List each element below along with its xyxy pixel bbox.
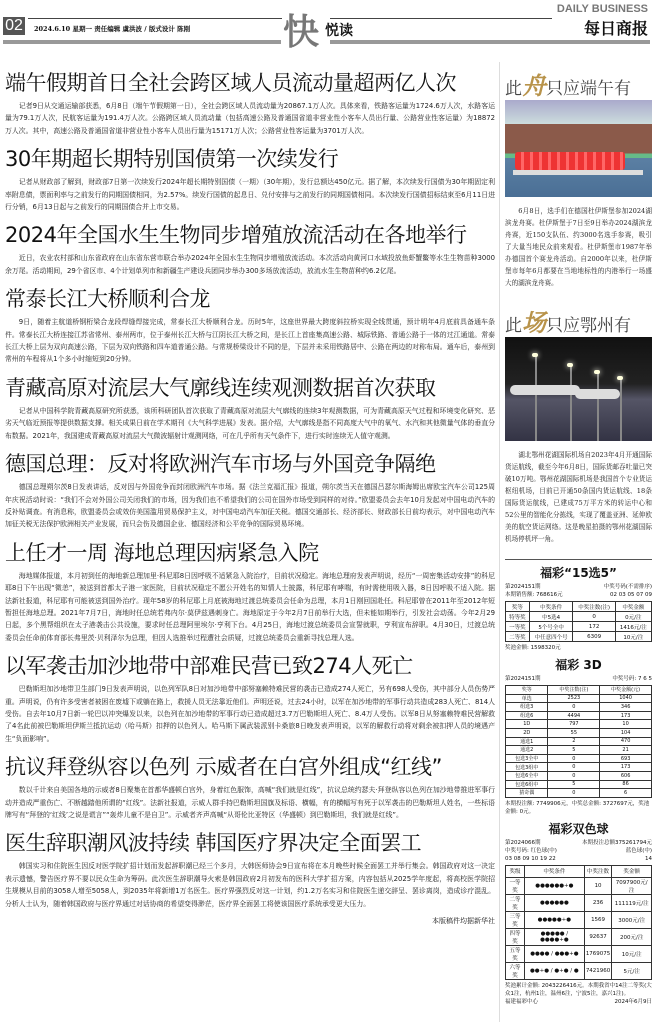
numbers-label: 中奖号码(不需排序)	[603, 584, 652, 590]
table-cell: 1569	[584, 911, 612, 928]
table-row	[506, 612, 652, 622]
news-column	[5, 62, 495, 926]
section-logo: 快	[283, 11, 318, 53]
table-row	[506, 728, 652, 737]
table-row	[506, 780, 652, 789]
article-body: 数以千计来自美国各地的示威者8日聚集在首都华盛顿白宫外，身着红色服饰，高喊“我们就是红线”，抗议总统约瑟夫·拜登纵容以色列在加沙地带推进军事行动并造成严重伤亡、不断越踏他所谓的“红线”。法新社报道，示威人群手持巴勒斯坦国旗及标语、横幅，有的横幅写有死于以军袭击的巴勒斯坦人姓名，一些标语牌写有“拜登的‘红线’之说是谎言”“轰炸儿童不是自卫”。示威者齐声高喊“从哥伦比亚特区（华盛顿）到巴勒斯坦，我们就是红线”。	[5, 786, 495, 819]
table-row	[506, 945, 652, 962]
headline: 常泰长江大桥顺利合龙	[5, 287, 210, 312]
table-cell: 2523	[548, 694, 600, 703]
table-row	[506, 962, 652, 979]
column-header: 中奖注数(注)	[573, 602, 615, 612]
winning-numbers: 02 03 05 07 09	[610, 592, 652, 598]
table-cell: 606	[600, 771, 652, 780]
table-cell: 111119元/注	[612, 894, 652, 911]
headline: 2024年全国水生生物同步增殖放流活动在各地举行	[5, 223, 467, 248]
table-cell: 6	[600, 789, 652, 798]
table-cell: 组选6	[506, 711, 548, 720]
table-row	[506, 622, 652, 632]
table-row	[506, 720, 652, 729]
table-cell: 7097900元/注	[612, 877, 652, 894]
column-header: 中奖注数	[584, 865, 612, 877]
column-header: 中奖注数(注)	[548, 686, 600, 695]
headline: 30年期超长期特别国债第一次续发行	[5, 147, 339, 172]
table-cell: 单选	[506, 694, 548, 703]
table-cell: 猜奇偶	[506, 789, 548, 798]
table-cell: 3000元/注	[612, 911, 652, 928]
table-cell: 797	[548, 720, 600, 729]
table-cell: 三等奖	[506, 911, 525, 928]
table-row	[506, 928, 652, 945]
column-header: 奖金额	[612, 865, 652, 877]
table-cell: 六等奖	[506, 962, 525, 979]
table-cell: 6309	[573, 632, 615, 642]
table-cell: 21	[600, 746, 652, 755]
table-cell: 中任意四个号	[529, 632, 573, 642]
article-body: 记者9日从交通运输部获悉，6月8日（端午节假期第一日），全社会跨区域人员流动量为20867.1万人次。具体来看，铁路客运量为1724.6万人次，水路客运量为79.1万人次，民航客运量为191.4万人次。公路跨区域人员流动量（包括高速公路及普通国省道非营业性小客车人员出行量、公路营业性客运量）为18872万人次。其中，高速公路及普通国省道非营业性小客车人员出行量为15171万人次；公路营业性客运量为3701万人次。	[5, 102, 495, 135]
table-row	[506, 894, 652, 911]
date: 2024年6月9日	[614, 998, 652, 1005]
table-cell: ●●●●●●+●	[524, 877, 584, 894]
lottery-ssq	[505, 820, 652, 1006]
column-divider	[499, 62, 500, 1022]
table-cell: 中5选4	[529, 612, 573, 622]
table-cell: 包选6组中	[506, 780, 548, 789]
table-cell: 172	[573, 622, 615, 632]
note: 奖池累计金额: 2043226416元。本期我省中14注二等奖(大众1注，杭州1注，温州6注，宁波5注，嘉兴1注)。	[505, 982, 652, 997]
table-row	[506, 789, 652, 798]
table-cell: 1416元/注	[615, 622, 651, 632]
table-row	[506, 763, 652, 772]
table-cell: ●●●●●+●	[524, 911, 584, 928]
red-label: 中奖号码: 红色球(中)	[505, 847, 557, 854]
table-row	[506, 694, 652, 703]
issue: 第2024151期	[505, 584, 541, 590]
table-cell: 693	[600, 754, 652, 763]
article	[5, 537, 495, 644]
section-name: 悦读	[325, 23, 353, 39]
table-cell: 104	[600, 728, 652, 737]
table-cell: 5元/注	[612, 962, 652, 979]
table-cell: 470	[600, 737, 652, 746]
article	[5, 448, 495, 531]
table-cell: 236	[584, 894, 612, 911]
table-cell: ●●●● / ●●●+●	[524, 945, 584, 962]
article	[5, 827, 495, 910]
note: 本期投注额: 7749906元，中奖总金额: 3727697元，奖池金额: 0元。	[505, 800, 650, 815]
table-cell: 5个号全中	[529, 622, 573, 632]
table-cell: 173	[600, 711, 652, 720]
table-cell: 5	[548, 780, 600, 789]
table-cell: 0	[548, 771, 600, 780]
table-cell: 173	[600, 763, 652, 772]
article-body: 海地媒体报道，本月初到任的海地新总理加里·科尼耶8日因呼吸不适紧急入院治疗，目前状况稳定。海地总理府发表声明说，经历“一周密集活动安排”的科尼耶8日下午出现“微恙”，被送到首都太子港一家医院，目前状况稳定不愿公开姓名的知情人士披露，科尼耶有哮喘，有时需使用吸入器，8日因呼吸不适入院。据法新社报道，科尼耶有可能被送到国外治疗。现年58岁的科尼耶上月底被海地过渡总统委员会任命为总理，本月1日刚回国赴任。科尼耶曾在2011年至2012年短暂担任海地总理。2021年7月7日，海地时任总统若弗内尔·莫伊兹遇刺身亡。海地原定于今年2月7日前举行大选，但未能如期举行，引发社会动荡。今年2月29日起，多个黑帮组织在太子港袭击公共设施，要求时任总理阿里埃尔·亨利下台。4月25日，海地过渡总统委员会宣誓就职，亨利宣布辞职。4月30日，过渡总统委员会任命前体育部长弗里茨·贝利泽尔为总理，但因人选推举过程遭社会质疑，过渡总统委员会重新寻找总理人选。	[5, 571, 495, 642]
table-row	[506, 632, 652, 642]
lottery-3d	[505, 656, 652, 816]
article-body: 近日，农业农村部和山东省政府在山东省东营市联合举办2024年全国水生生物同步增殖放流活动。本次活动向黄河口水域投放鱼虾蟹鳖等水生生物苗种3000余万尾。活动期间，29个省区市、4个计划单列市和新疆生产建设兵团同步举办300多场放流活动，放流水生生物苗种约6.2亿尾。	[5, 254, 495, 275]
table-row	[506, 703, 652, 712]
table-cell: 二等奖	[506, 632, 530, 642]
dragon-boat-photo	[505, 100, 652, 197]
headline: 以军袭击加沙地带中部难民营已致274人死亡	[5, 654, 413, 679]
table-cell: 4494	[548, 711, 600, 720]
headline: 端午假期首日全社会跨区域人员流动量超两亿人次	[5, 71, 456, 95]
column-header: 奖等	[506, 602, 530, 612]
table-cell: 2D	[506, 728, 548, 737]
table-cell: ●●●●● / ●●●●+●	[524, 928, 584, 945]
sidebar-column	[505, 66, 652, 1006]
table-cell: ●●●●●●	[524, 894, 584, 911]
divider	[330, 40, 650, 44]
headline: 上任才一周 海地总理因病紧急入院	[5, 540, 319, 565]
table-row	[506, 711, 652, 720]
table-cell: 一等奖	[506, 877, 525, 894]
table-cell: 四等奖	[506, 928, 525, 945]
table-cell: 五等奖	[506, 945, 525, 962]
table-row	[506, 771, 652, 780]
article-body: 9日，随着主航道桥钢桁梁合龙段焊缝焊接完成，常泰长江大桥顺利合龙。历时5年，这座世界最大跨度斜拉桥实现全线贯通，预计明年4月底前具备通车条件。常泰长江大桥连接江苏省常州、泰州两市，位于泰州长江大桥与江阴长江大桥之间，是长江上首座集高速公路、城际铁路、普通公路于一体的过江通道。常泰长江大桥上层为双向高速公路，下层为双向铁路和四车道普通公路。与常规桥梁设计不同的是，下层并未采用铁路居中、公路在两边的对称布局。通车后，泰州到常州的车程将从1个多小时缩短到20分钟。	[5, 318, 495, 364]
lottery-title: 福彩 3D	[555, 658, 602, 672]
table-row	[506, 877, 652, 894]
table-cell: 10元/注	[612, 945, 652, 962]
table-cell: 通选1	[506, 737, 548, 746]
table-cell: 1040	[600, 694, 652, 703]
paper-english-name: DAILY BUSINESS	[556, 3, 648, 15]
table-cell: 1D	[506, 720, 548, 729]
table-row	[506, 911, 652, 928]
table-cell: 0	[548, 763, 600, 772]
table-cell: 特等奖	[506, 612, 530, 622]
column-header: 中奖条件	[529, 602, 573, 612]
table-row	[506, 746, 652, 755]
divider	[330, 18, 552, 19]
prize-table	[505, 865, 652, 980]
table-cell: 0	[573, 612, 615, 622]
red-numbers: 03 08 09 10 19 22	[505, 855, 556, 862]
column-header: 奖等	[506, 686, 548, 695]
lottery-title: 福彩“15选5”	[540, 566, 617, 580]
issue: 第2024151期	[505, 676, 541, 682]
article-body: 记者从中国科学院青藏高原研究所获悉，该所科研团队首次获取了青藏高原对流层大气廓线的连续3年观测数据，可为青藏高原天气过程和环境变化研究、恶劣天气临近预报等提供数据支撑。相关成果日前在学术期刊《大气科学进展》发表。据介绍，大气廓线是指不同高度大气中的氧气、水汽和其他微量气体的垂直分布数据。2021年，我国建成青藏高原对流层大气微波辐射计观测网络，可在几乎所有天气条件下，进行实时连续无人值守观测。	[5, 406, 495, 440]
page-number: 02	[3, 17, 25, 35]
table-cell: 0	[548, 703, 600, 712]
table-cell: 0元/注	[615, 612, 651, 622]
table-cell: 二等奖	[506, 894, 525, 911]
sales: 本期销售额: 768616元	[505, 592, 563, 598]
paper-name: 每日商报	[583, 19, 648, 38]
table-cell: 346	[600, 703, 652, 712]
article	[5, 143, 495, 213]
lottery-15x5	[505, 564, 652, 652]
pool: 奖池金额: 1598320元	[505, 645, 561, 651]
table-cell: 5	[548, 746, 600, 755]
article	[5, 372, 495, 442]
article	[5, 650, 495, 745]
table-cell: 包选6全中	[506, 771, 548, 780]
table-cell: 一等奖	[506, 622, 530, 632]
photo-title: 此舟只应端午有	[505, 71, 631, 100]
masthead	[0, 0, 652, 56]
divider	[505, 559, 652, 560]
article	[5, 751, 495, 821]
column-header: 中奖金额(元)	[600, 686, 652, 695]
table-row	[506, 737, 652, 746]
winning-numbers: 7 6 5	[638, 676, 652, 682]
table-cell: 2	[548, 737, 600, 746]
article	[5, 67, 495, 137]
photo-title: 此场只应鄂州有	[505, 308, 631, 337]
headline: 医生辞职潮风波持续 韩国医疗界决定全面罢工	[5, 831, 422, 856]
blue-label: 蓝色球(中)	[625, 847, 652, 854]
article-body: 记者从财政部了解到，财政部7日第一次续发行2024年超长期特别国债（一期）（30年期），发行总额达450亿元。据了解，本次续发行国债为30年期固定利率附息债，票面利率与之前发行的同期国债相同，为2.57%。续发行国债的起息日、兑付安排与之前发行的同期国债相同。本次续发行国债招标结束至6月11日进行分销，6月13日起与之前发行的同期国债合并上市交易。	[5, 178, 495, 212]
table-cell: 10	[600, 720, 652, 729]
column-header: 中奖金额	[615, 602, 651, 612]
headline: 青藏高原对流层大气廓线连续观测数据首次获取	[5, 375, 436, 400]
headline: 抗议拜登纵容以色列 示威者在白宫外组成“红线”	[5, 755, 442, 780]
table-cell: ●●+● / ●+● / ●	[524, 962, 584, 979]
issue: 第2024066期	[505, 839, 541, 846]
sales: 本期投注总额375261794元	[582, 839, 652, 846]
table-cell: 0	[548, 789, 600, 798]
prize-table	[505, 601, 652, 642]
divider	[3, 40, 281, 44]
prize-table	[505, 685, 652, 798]
table-cell: 10	[584, 877, 612, 894]
lottery-title: 福彩双色球	[548, 821, 609, 836]
table-cell: 包选3组中	[506, 763, 548, 772]
article	[5, 219, 495, 277]
table-cell: 通选2	[506, 746, 548, 755]
source-credit: 本版稿件均据新华社	[432, 917, 495, 926]
photo-caption: 6月8日，选手们在德国杜伊斯堡参加2024湖滨龙舟赛。杜伊斯堡于7日至9日举办2024湖滨龙舟赛，近150支队伍、约3000名选手参赛，吸引了大量当地民众前来观看。杜伊斯堡市1987年举办德国首个赛龙舟活动。自2000年以来，杜伊斯堡市每年6月都要在当地地标性的内港举行一场盛大的湖滨龙舟赛。	[505, 207, 652, 287]
table-cell: 包选3全中	[506, 754, 548, 763]
blue-number: 14	[645, 855, 652, 862]
table-row	[506, 754, 652, 763]
table-cell: 86	[600, 780, 652, 789]
article-body: 韩国实习和住院医生因反对医学院扩招计划而发起辞职潮已经三个多月，大韩医师协会9日宣布将在本月晚些时候全面罢工并举行集会。韩国政府对这一决定表示遗憾，警告医疗界不要以民众生命为筹码。此次医生辞职潮导火索是韩国政府2月初发布的医科大学扩招方案，内容包括从2025学年度起，将高校医学院招生规模从目前的3058人增至5058人，到2035年将新增1万名医生。医疗界强烈反对这一计划，约1.2万名实习和住院医生递交辞呈、罢诊离岗，造成诊疗混乱。分析人士认为，随着韩国政府与医疗界通过对话协商的希望变得渺茫，医疗界全面罢工将使该国医疗系统承受更大压力。	[5, 862, 495, 908]
source: 福建福彩中心	[505, 998, 539, 1005]
article	[5, 283, 495, 366]
table-cell: 200元/注	[612, 928, 652, 945]
dateline: 2024.6.10 星期一 责任编辑 虞洪波 / 版式设计 陈刚	[34, 25, 191, 33]
column-header: 中奖条件	[524, 865, 584, 877]
numbers-label: 中奖号码:	[612, 676, 637, 682]
photo-caption: 湖北鄂州花湖国际机场自2023年4月开通国际货运航线，截至今年6月8日，国际货邮吞吐量已突破10万吨。鄂州花湖国际机场是我国首个专业货运枢纽机场，目前已开通50条国内货运航线、18条国际货运航线，已建成75万平方米的转运中心和52公里的智能化分拣线，实现了覆盖亚洲、延伸欧美的航空货运网络。这是晚星拍摄的鄂州花湖国际机场停机坪一角。	[505, 451, 652, 543]
table-cell: 0	[548, 754, 600, 763]
table-cell: 7421960	[584, 962, 612, 979]
table-cell: 10元/注	[615, 632, 651, 642]
table-cell: 55	[548, 728, 600, 737]
article-body: 巴勒斯坦加沙地带卫生部门9日发表声明说，以色列军队8日对加沙地带中部努塞赖特难民营的袭击已造成274人死亡，另有698人受伤，其中部分人员伤势严重。声明说，仍有许多受害者被困在废墟下或躺在路上，救援人员无法靠近他们。声明还说，过去24小时，以军在加沙地带的军事行动共造成283人死亡、814人受伤。自去年10月7日新一轮巴以冲突爆发以来，以色列在加沙地带的军事行动已造成超过3.7万巴勒斯坦人死亡、8.4万人受伤。以军8日从努塞赖特难民营解救了4名此前被巴勒斯坦伊斯兰抵抗运动（哈马斯）扣押的以色列人。哈马斯下属武装派别卡桑旅8日晚发表声明说，以军的解救行动将对剩余被扣押人员的境遇产生“负面影响”。	[5, 685, 495, 743]
divider	[28, 18, 282, 19]
table-cell: 组选3	[506, 703, 548, 712]
column-header: 奖级	[506, 865, 525, 877]
article-body: 德国总理朔尔茨8日发表讲话，反对因与外国竞争而封闭欧洲汽车市场。据《法兰克福汇报》报道，朔尔茨当天在德国吕瑟尔斯海姆出席欧宝汽车公司125周年庆祝活动时说：“我们不会对外国公司关闭我们的市场，因为我们也不希望我们的公司在国外市场受到同样的对待。”欧盟委员会去年10月发起对中国电动汽车的反补贴调查。有消息称，欧盟委员会或效仿美国滥用贸易保护主义，对中国电动汽车加征关税。德国交通部长、经济部长、财政部长日前均表示，对中国电动汽车加征关税无法保护欧洲相关产业发展，而只会伤及德国企业、德国经济和公平竞争的国际贸易环境。	[5, 483, 495, 529]
table-cell: 1769075	[584, 945, 612, 962]
headline: 德国总理：反对将欧洲汽车市场与外国竞争隔绝	[5, 452, 436, 477]
table-cell: 92637	[584, 928, 612, 945]
airport-photo	[505, 337, 652, 441]
